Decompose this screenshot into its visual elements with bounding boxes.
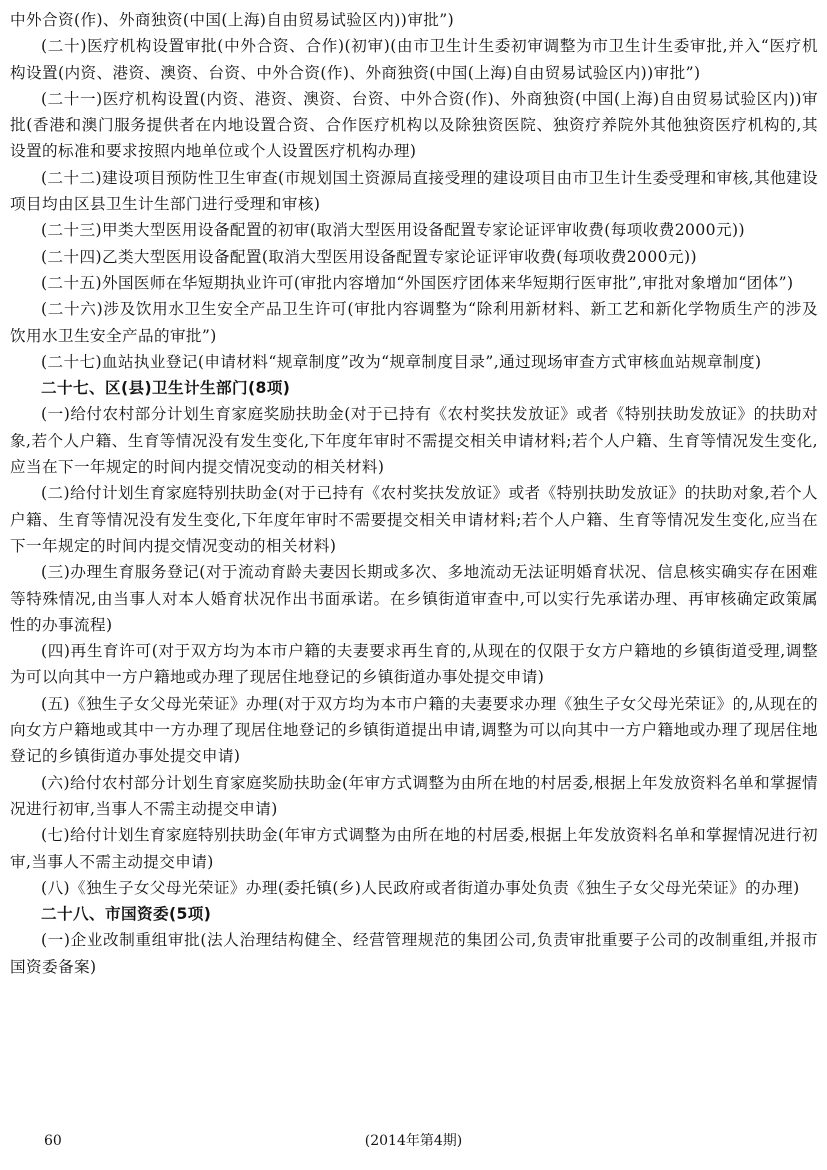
section-heading: 二十八、市国资委(5项) (41, 905, 212, 924)
document-body (10, 7, 818, 980)
paragraph: (三)办理生育服务登记(对于流动育龄夫妻因长期或多次、多地流动无法证明婚育状况、信息核实确实存在困难等特殊情况,由当事人对本人婚育状况作出书面承诺。在乡镇街道审查中,可以实行先承诺办理、再审核确定政策属性的办事流程) (10, 563, 818, 634)
paragraph: (七)给付计划生育家庭特别扶助金(年审方式调整为由所在地的村居委,根据上年发放资料名单和掌握情况进行初审,当事人不需主动提交申请) (10, 826, 818, 871)
paragraph: (四)再生育许可(对于双方均为本市户籍的夫妻要求再生育的,从现在的仅限于女方户籍地的乡镇街道受理,调整为可以向其中一方户籍地或办理了现居住地登记的乡镇街道办事处提交申请) (10, 642, 818, 687)
paragraph: (一)给付农村部分计划生育家庭奖励扶助金(对于已持有《农村奖扶发放证》或者《特别扶助发放证》的扶助对象,若个人户籍、生育等情况没有发生变化,下年度年审时不需提交相关申请材料;若个人户籍、生育等情况发生变化,应当在下一年规定的时间内提交情况变动的相关材料) (10, 405, 818, 477)
issue-label: (2014年第4期) (364, 1133, 463, 1149)
paragraph: (二十六)涉及饮用水卫生安全产品卫生许可(审批内容调整为“除利用新材料、新工艺和新化学物质生产的涉及饮用水卫生安全产品的审批”) (10, 300, 818, 345)
paragraph: (二十七)血站执业登记(申请材料“规章制度”改为“规章制度目录”,通过现场审查方式审核血站规章制度) (41, 352, 762, 371)
paragraph: 中外合资(作)、外商独资(中国(上海)自由贸易试验区内))审批”) (10, 11, 455, 29)
paragraph: (二十五)外国医师在华短期执业许可(审批内容增加“外国医疗团体来华短期行医审批”,审批对象增加“团体”) (41, 273, 794, 292)
paragraph: (六)给付农村部分计划生育家庭奖励扶助金(年审方式调整为由所在地的村居委,根据上年发放资料名单和掌握情况进行初审,当事人不需主动提交申请) (10, 773, 818, 818)
paragraph: (五)《独生子女父母光荣证》办理(对于双方均为本市户籍的夫妻要求办理《独生子女父母光荣证》的,从现在的向女方户籍地或其中一方办理了现居住地登记的乡镇街道提出申请,调整为可以向其中一方户籍地或办理了现居住地登记的乡镇街道办事处提交申请) (10, 694, 818, 766)
paragraph: (二)给付计划生育家庭特别扶助金(对于已持有《农村奖扶发放证》或者《特别扶助发放证》的扶助对象,若个人户籍、生育等情况没有发生变化,下年度年审时不需要提交相关申请材料;若个人户籍、生育等情况发生变化,应当在下一年规定的时间内提交情况变动的相关材料) (10, 484, 818, 555)
page-footer (0, 1128, 827, 1154)
paragraph: (二十四)乙类大型医用设备配置(取消大型医用设备配置专家论证评审收费(每项收费2000元)) (41, 247, 697, 266)
page-number: 60 (44, 1133, 62, 1149)
paragraph: (二十三)甲类大型医用设备配置的初审(取消大型医用设备配置专家论证评审收费(每项收费2000元)) (41, 221, 745, 240)
paragraph: (一)企业改制重组审批(法人治理结构健全、经营管理规范的集团公司,负责审批重要子公司的改制重组,并报市国资委备案) (10, 931, 818, 976)
section-heading: 二十七、区(县)卫生计生部门(8项) (41, 379, 291, 398)
paragraph: (八)《独生子女父母光荣证》办理(委托镇(乡)人民政府或者街道办事处负责《独生子女父母光荣证》的办理) (41, 878, 800, 897)
paragraph: (二十一)医疗机构设置(内资、港资、澳资、台资、中外合资(作)、外商独资(中国(上海)自由贸易试验区内))审批(香港和澳门服务提供者在内地设置合资、合作医疗机构以及除独资医院、独资疗养院外其他独资医疗机构的,其设置的标准和要求按照内地单位或个人设置医疗机构办理) (10, 89, 818, 161)
paragraph: (二十)医疗机构设置审批(中外合资、合作)(初审)(由市卫生计生委初审调整为市卫生计生委审批,并入“医疗机构设置(内资、港资、澳资、台资、中外合资(作)、外商独资(中国(上海)自由贸易试验区内))审批”) (10, 37, 818, 82)
paragraph: (二十二)建设项目预防性卫生审查(市规划国土资源局直接受理的建设项目由市卫生计生委受理和审核,其他建设项目均由区县卫生计生部门进行受理和审核) (10, 168, 818, 214)
